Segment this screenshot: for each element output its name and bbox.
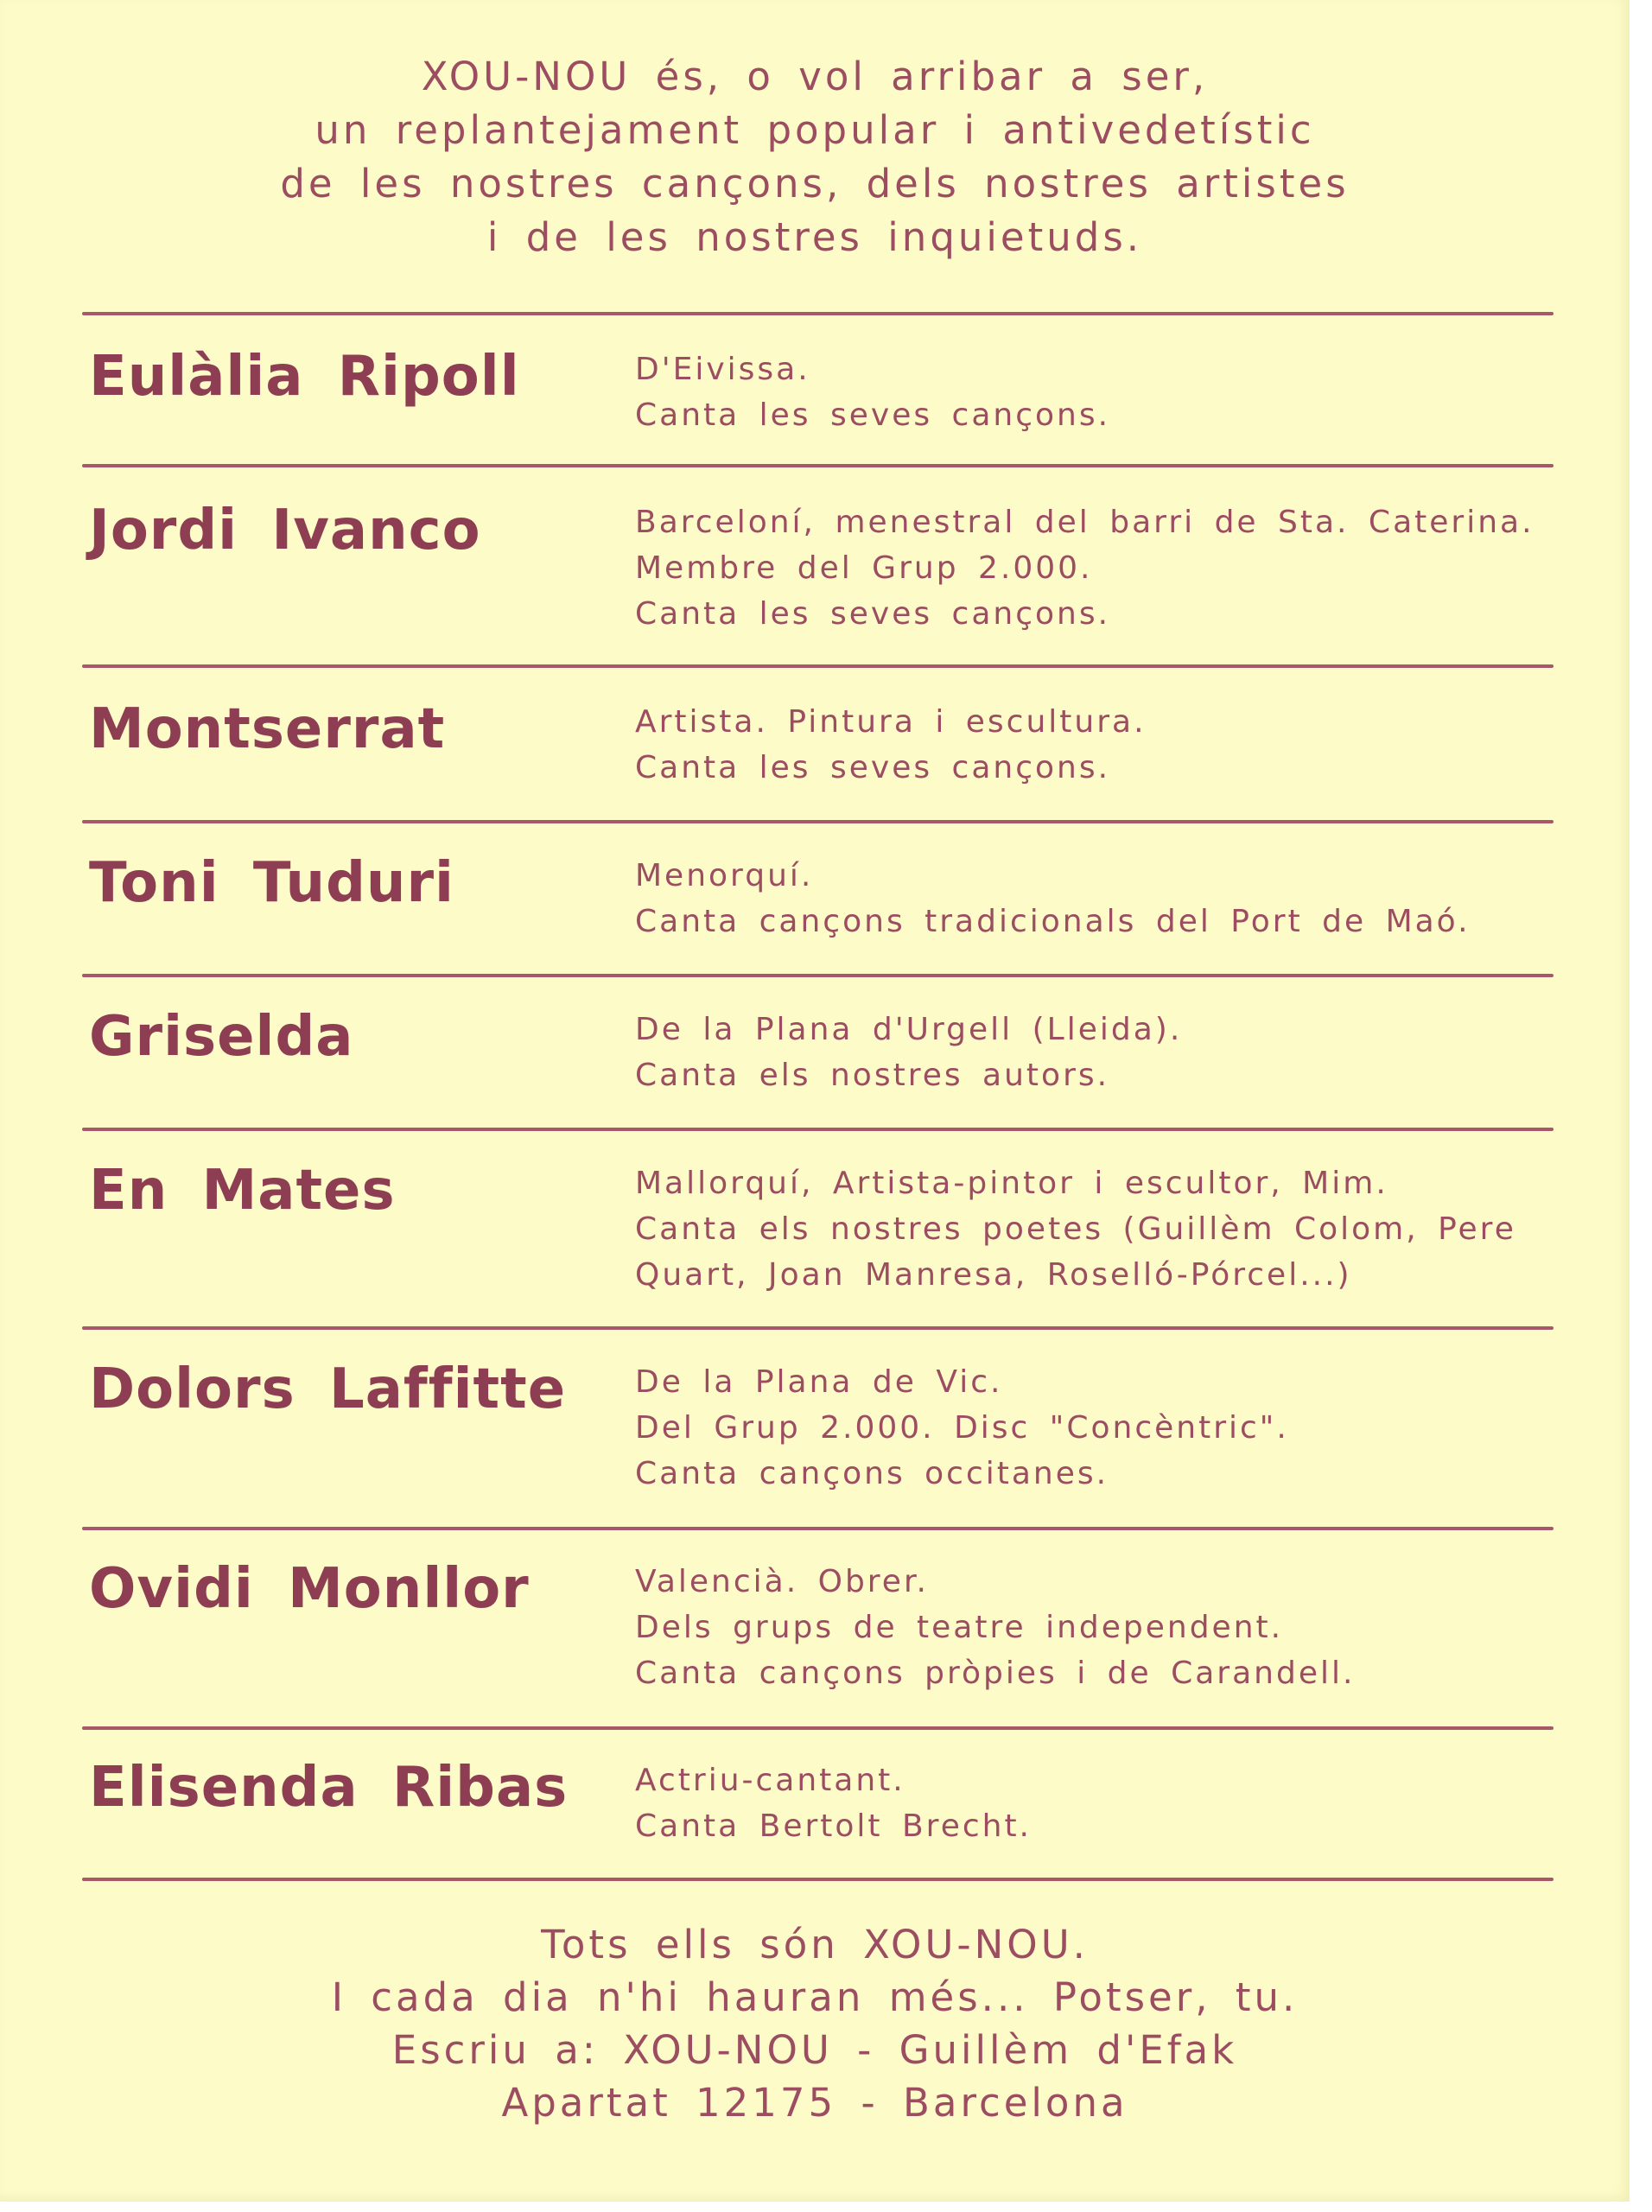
artist-description-line: Actriu-cantant. <box>635 1763 905 1798</box>
artist-description <box>635 699 1147 791</box>
artist-name: Toni Tuduri <box>89 851 454 915</box>
artist-description-line: De la Plana d'Urgell (Lleida). <box>635 1012 1183 1047</box>
closing-text <box>0 1918 1630 2129</box>
artist-description <box>635 1559 1355 1696</box>
artist-description <box>635 499 1534 637</box>
closing-line: Apartat 12175 - Barcelona <box>501 2080 1128 2126</box>
separator-rule <box>82 1326 1554 1330</box>
separator-rule <box>82 820 1554 823</box>
artist-description <box>635 1007 1182 1098</box>
closing-line: Tots ells són XOU-NOU. <box>541 1922 1089 1967</box>
intro-text <box>0 50 1630 264</box>
intro-line: de les nostres cançons, dels nostres artistes <box>280 161 1350 207</box>
separator-rule <box>82 664 1554 668</box>
separator-rule <box>82 974 1554 977</box>
intro-line: XOU-NOU és, o vol arribar a ser, <box>421 54 1209 99</box>
artist-description-line: Menorquí. <box>635 858 814 893</box>
artist-name: Montserrat <box>89 697 446 761</box>
artist-description <box>635 853 1471 944</box>
artist-description-line: Quart, Joan Manresa, Roselló-Pórcel...) <box>635 1257 1352 1293</box>
intro-line: i de les nostres inquietuds. <box>486 214 1143 260</box>
artist-description <box>635 1359 1289 1497</box>
intro-line: un replantejament popular i antivedetístic <box>315 107 1315 153</box>
artist-description-line: Artista. Pintura i escultura. <box>635 704 1147 740</box>
artist-description-line: Canta Bertolt Brecht. <box>635 1808 1032 1844</box>
artist-description-line: Del Grup 2.000. Disc "Concèntric". <box>635 1410 1289 1446</box>
artist-description-line: Canta les seves cançons. <box>635 750 1111 785</box>
closing-line: I cada dia n'hi hauran més... Potser, tu. <box>331 1974 1299 2020</box>
artist-description-line: Canta els nostres autors. <box>635 1058 1110 1093</box>
artist-description <box>635 1758 1032 1849</box>
artist-description-line: Canta cançons pròpies i de Carandell. <box>635 1656 1356 1691</box>
artist-description-line: Canta les seves cançons. <box>635 397 1111 433</box>
artist-description-line: Canta els nostres poetes (Guillèm Colom, Pere <box>635 1211 1516 1247</box>
artist-description-line: Barceloní, menestral del barri de Sta. Caterina. <box>635 505 1534 540</box>
artist-name: Dolors Laffitte <box>89 1357 567 1421</box>
artist-description-line: D'Eivissa. <box>635 352 810 387</box>
artist-description-line: Mallorquí, Artista-pintor i escultor, Mim. <box>635 1166 1388 1201</box>
closing-line: Escriu a: XOU-NOU - Guillèm d'Efak <box>391 2027 1238 2073</box>
artist-name: Eulàlia Ripoll <box>89 345 520 409</box>
separator-rule <box>82 312 1554 315</box>
artist-description <box>635 1160 1516 1298</box>
artist-description <box>635 346 1110 438</box>
artist-name: Ovidi Monllor <box>89 1557 530 1621</box>
artist-description-line: Membre del Grup 2.000. <box>635 550 1093 586</box>
artist-name: En Mates <box>89 1159 396 1223</box>
artist-description-line: Valencià. Obrer. <box>635 1564 929 1599</box>
artist-name: Elisenda Ribas <box>89 1756 569 1820</box>
artist-description-line: Canta les seves cançons. <box>635 596 1111 632</box>
artist-description-line: Canta cançons tradicionals del Port de Maó. <box>635 904 1471 939</box>
separator-rule <box>82 1128 1554 1131</box>
artist-name: Jordi Ivanco <box>89 499 481 563</box>
artist-description-line: De la Plana de Vic. <box>635 1364 1003 1400</box>
separator-rule <box>82 1527 1554 1530</box>
artist-name: Griselda <box>89 1005 354 1069</box>
separator-rule <box>82 1726 1554 1730</box>
artist-description-line: Canta cançons occitanes. <box>635 1456 1109 1491</box>
separator-rule <box>82 1878 1554 1881</box>
separator-rule <box>82 464 1554 467</box>
artist-description-line: Dels grups de teatre independent. <box>635 1610 1284 1645</box>
